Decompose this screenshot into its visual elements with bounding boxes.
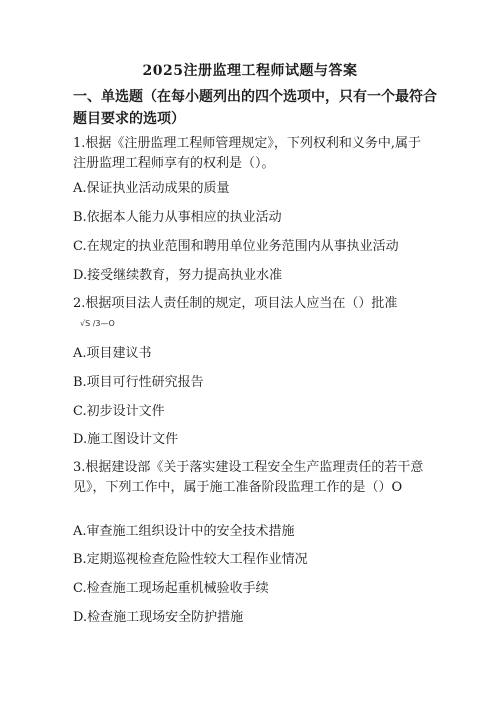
page-title: 2025注册监理工程师试题与答案 [142, 63, 358, 79]
question-2-option-c: C.初步设计文件 [73, 404, 165, 419]
question-1-option-c: C.在规定的执业范围和聘用单位业务范围内从事执业活动 [73, 239, 399, 254]
question-3-stem: 3.根据建设部《关于落实建设工程安全生产监理责任的若干意见》，下列工作中，属于施工准备阶段监理工作的是（）O [73, 460, 424, 495]
question-2-option-b: B.项目可行性研究报告 [73, 375, 204, 390]
question-3-option-b: B.定期巡视检查危险性较大工程作业情况 [73, 552, 308, 567]
question-3-option-a: A.审查施工组织设计中的安全技术措施 [73, 524, 295, 539]
question-2-note: √S /3—O [80, 319, 115, 328]
question-1-stem: 1.根据《注册监理工程师管理规定》，下列权利和义务中,属于注册监理工程师享有的权利是（）。 [73, 136, 422, 171]
question-1-option-d: D.接受继续教育，努力提高执业水准 [73, 268, 283, 283]
question-3-option-d: D.检查施工现场安全防护措施 [73, 610, 244, 625]
question-2-stem: 2.根据项目法人责任制的规定，项目法人应当在（）批准 [73, 296, 398, 311]
question-2-option-a: A.项目建议书 [73, 346, 152, 361]
question-3-option-c: C.检查施工现场起重机械验收手续 [73, 581, 269, 596]
question-2-option-d: D.施工图设计文件 [73, 432, 179, 447]
section-heading: 一、单选题（在每小题列出的四个选项中，只有一个最符合题目要求的选项） [73, 89, 437, 127]
question-1-option-b: B.依据本人能力从事相应的执业活动 [73, 210, 282, 225]
question-1-option-a: A.保证执业活动成果的质量 [73, 181, 230, 196]
